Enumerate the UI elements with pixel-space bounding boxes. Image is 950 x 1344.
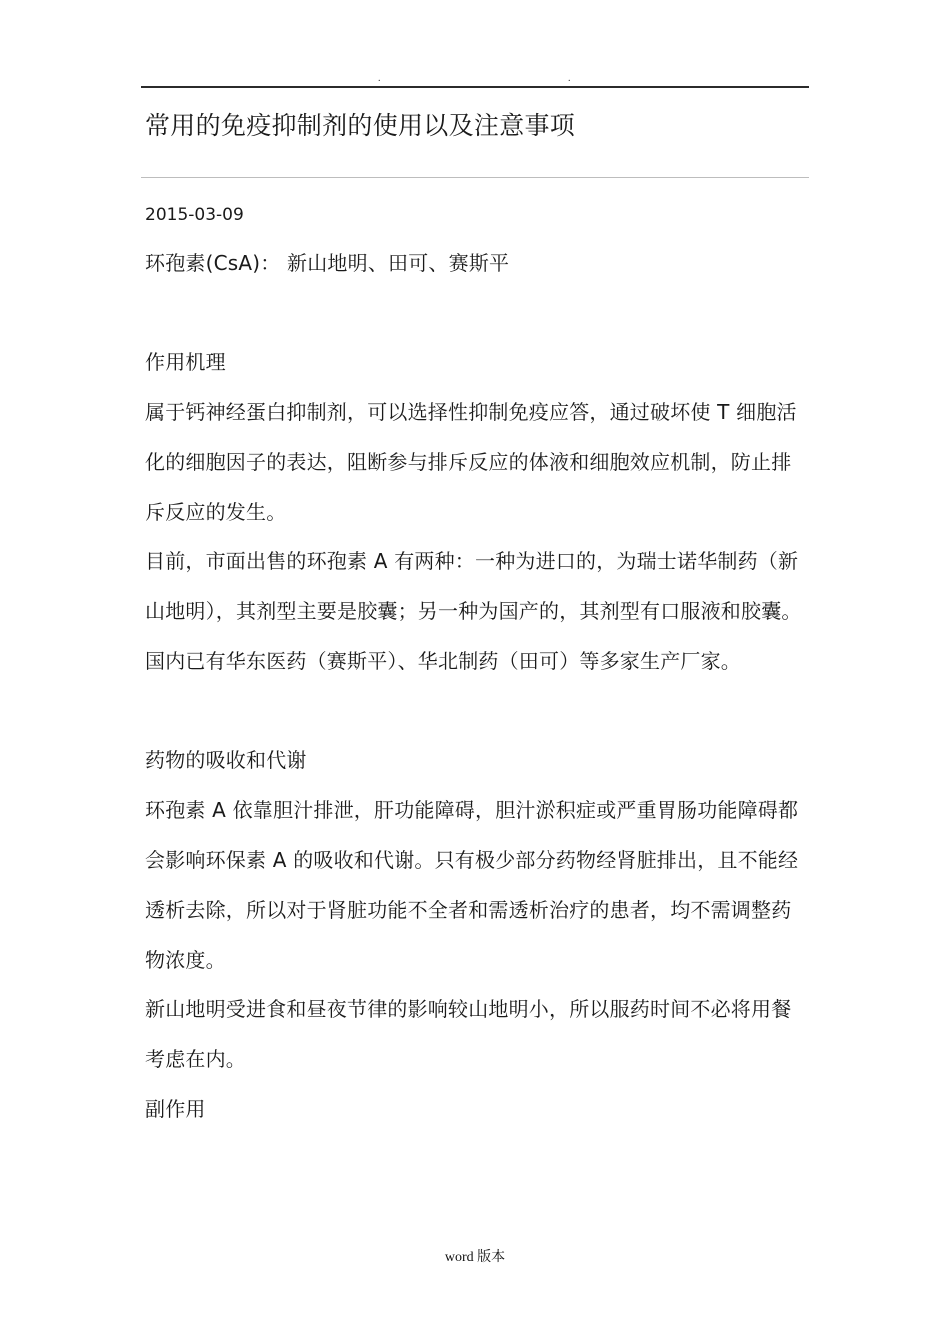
paragraph-mechanism: 属于钙神经蛋白抑制剂，可以选择性抑制免疫应答，通过破坏使 T 细胞活化的细胞因子的表达，阻断参与排斥反应的体液和细胞效应机制，防止排斥反应的发生。 [145,400,797,524]
header-dot-right: . [568,73,571,84]
title-divider [141,177,809,178]
footer-label: word 版本 [444,1250,506,1265]
document-title: 常用的免疫抑制剂的使用以及注意事项 [145,111,576,140]
paragraph-neoral: 新山地明受进食和昼夜节律的影响较山地明小，所以服药时间不必将用餐考虑在内。 [145,997,792,1071]
drug-names-line: 环孢素(CsA)： 新山地明、田可、赛斯平 [145,251,510,275]
section-heading-mechanism: 作用机理 [145,350,226,374]
paragraph-market: 目前，市面出售的环孢素 A 有两种：一种为进口的，为瑞士诺华制药（新山地明），其剂型主要是胶囊；另一种为国产的，其剂型有口服液和胶囊。国内已有华东医药（赛斯平）、华北制药（田可）等多家生产厂家。 [145,549,802,673]
section-heading-metabolism: 药物的吸收和代谢 [145,748,307,772]
paragraph-metabolism: 环孢素 A 依靠胆汁排泄，肝功能障碍，胆汁淤积症或严重胃肠功能障碍都会影响环保素 A 的吸收和代谢。只有极少部分药物经肾脏排出，且不能经透析去除，所以对于肾脏功能不全者和需透析治疗的患者，均不需调整药物浓度。 [145,798,799,972]
header-dot-left: . [378,73,381,84]
header-rule [141,86,809,88]
publish-date: 2015-03-09 [145,205,244,225]
section-heading-side-effects: 副作用 [145,1097,206,1121]
